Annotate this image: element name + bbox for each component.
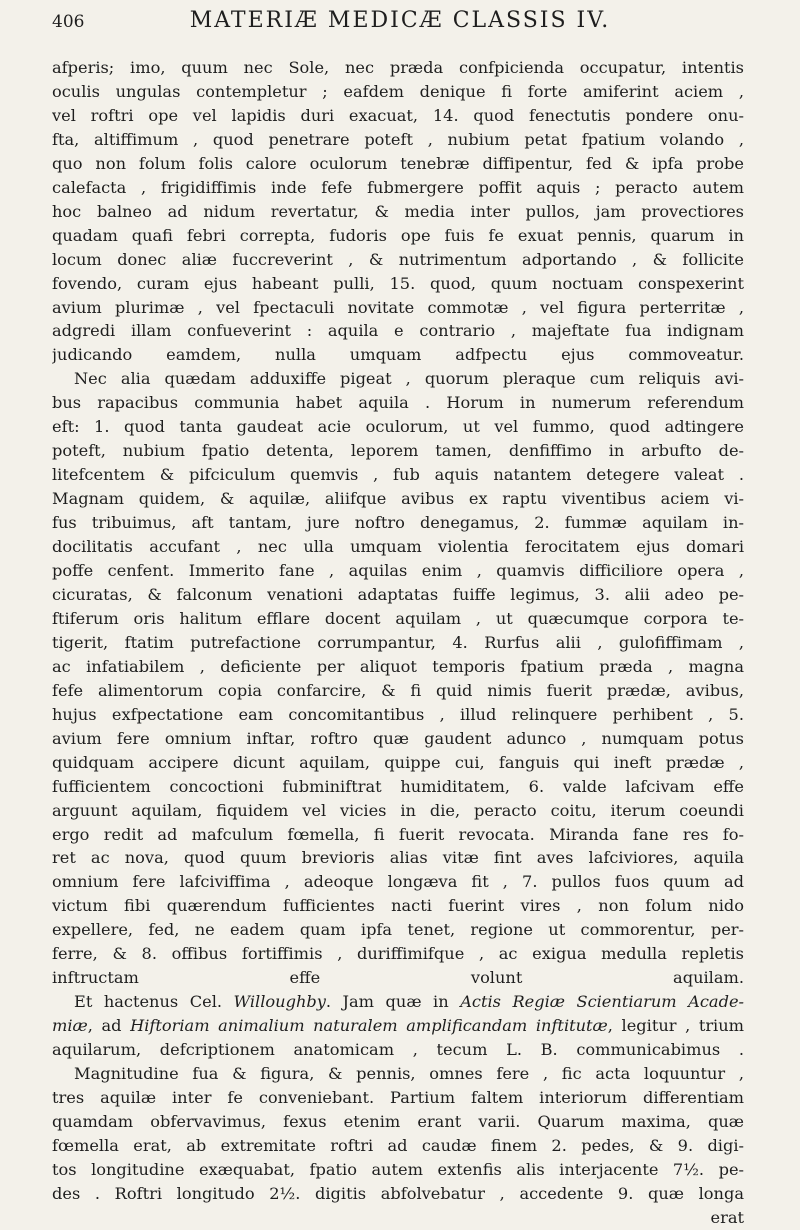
text-line [52,367,744,391]
text-segment: expellere, fed, ne eadem quam ipfa tenet, regione ut commorentur, per- [52,920,744,940]
text-segment: docilitatis accufant , nec ulla umquam violentia ferocitatem ejus domari [52,537,744,557]
text-line [52,511,744,535]
text-line [52,703,744,727]
text-segment: eft: 1. quod tanta gaudeat acie oculorum, ut vel fummo, quod adtingere [52,417,744,437]
text-segment: ac infatiabilem , deficiente per aliquot temporis fpatium præda , magna [52,656,744,676]
text-line [52,751,744,775]
page-number: 406 [52,12,85,32]
text-segment: avium plurimæ , vel fpectaculi novitate commotæ , vel figura perterritæ , [52,297,744,317]
text-segment: hoc balneo ad nidum revertatur, & media inter pullos, jam provectiores [52,201,744,221]
text-line [52,942,744,966]
text-segment: judicando eamdem, nulla umquam adfpectu ejus commoveatur. [52,345,744,365]
text-segment: Magnam quidem, & aquilæ, aliifque avibus ex raptu viventibus aciem vi- [52,489,744,509]
text-segment: fefe alimentorum copia confarcire, & fi quid nimis fuerit prædæ, avibus, [52,680,744,700]
text-segment: , legitur , trium [607,1016,744,1036]
text-segment: fta, altiffimum , quod penetrare poteft , nubium petat fpatium volando , [52,129,744,149]
text-segment: erat [710,1207,744,1227]
text-line [52,823,744,847]
running-title: MATERIÆ MEDICÆ CLASSIS IV. [189,8,611,33]
text-segment: fovendo, curam ejus habeant pulli, 15. quod, quum noctuam conspexerint [52,273,744,293]
text-line [52,200,744,224]
text-segment: omnium fere lafciviffima , adeoque longæva fit , 7. pullos fuos quum ad [52,872,744,892]
body-text [52,56,744,1230]
text-line [52,679,744,703]
text-segment: vel roftri ope vel lapidis duri exacuat, 14. quod fenectutis pondere onu- [52,105,744,125]
text-line [52,272,744,296]
text-line [52,104,744,128]
text-line [52,727,744,751]
italic-text: Willoughby [233,992,326,1012]
text-line [52,775,744,799]
text-segment: Nec alia quædam adduxiffe pigeat , quorum pleraque cum reliquis avi- [74,369,744,389]
italic-text: Hiftoriam animalium naturalem amplificandam inftitutæ [130,1016,608,1036]
text-segment: afperis; imo, quum nec Sole, nec præda confpicienda occupatur, intentis [52,58,744,77]
text-segment: oculis ungulas contempletur ; eafdem denique fi forte amiferint aciem , [52,81,744,101]
text-segment: poffe cenfent. Immerito fane , aquilas enim , quamvis difficiliore opera , [52,561,744,581]
text-segment: hujus exfpectatione eam concomitantibus , illud relinquere perhibent , 5. [52,704,744,724]
text-line [52,990,744,1014]
text-segment: arguunt aquilam, fiquidem vel vicies in die, peracto coitu, iterum coeundi [52,800,744,820]
text-segment: cicuratas, & falconum venationi adaptatas fuiffe legimus, 3. alii adeo pe- [52,584,744,604]
text-segment: tres aquilæ inter fe conveniebant. Partium faltem interiorum differentiam [52,1087,744,1107]
text-line [52,1086,744,1110]
text-line [52,1110,744,1134]
text-line [52,80,744,104]
text-line [52,607,744,631]
text-segment: avium fere omnium inftar, roftro quæ gaudent adunco , numquam potus [52,728,744,748]
text-line [52,799,744,823]
text-line [52,439,744,463]
text-line [52,224,744,248]
text-line [52,152,744,176]
text-segment: des . Roftri longitudo 2½. digitis abfolvebatur , accedente 9. quæ longa [52,1183,744,1203]
text-line [52,343,744,367]
text-segment: quidquam accipere dicunt aquilam, quippe cui, fanguis qui ineft prædæ , [52,752,744,772]
text-line [52,1014,744,1038]
text-segment: Magnitudine fua & figura, & pennis, omnes fere , fic acta loquuntur , [74,1064,744,1084]
text-line [52,1182,744,1206]
text-segment: tigerit, ftatim putrefactione corrumpantur, 4. Rurfus alii , gulofiffimam , [52,632,744,652]
text-segment: locum donec aliæ fuccreverint , & nutrimentum adportando , & follicite [52,249,744,269]
text-segment: ergo redit ad mafculum fœmella, fi fuerit revocata. Miranda fane res fo- [52,824,744,844]
text-line [52,870,744,894]
text-line [52,391,744,415]
text-segment: ferre, & 8. offibus fortiffimis , duriffimifque , ac exigua medulla repletis [52,944,744,964]
text-segment: aquilarum, defcriptionem anatomicam , tecum L. B. communicabimus . [52,1040,744,1060]
text-segment: poteft, nubium fpatio detenta, leporem tamen, denfiffimo in arbufto de- [52,441,744,461]
text-segment: . Jam quæ in [325,992,461,1012]
text-segment: victum fibi quærendum fufficientes nacti fuerint vires , non folum nido [52,896,744,916]
text-segment: inftructam effe volunt aquilam. [52,968,744,988]
text-segment: fœmella erat, ab extremitate roftri ad caudæ finem 2. pedes, & 9. digi- [52,1135,744,1155]
text-line [52,1206,744,1230]
text-segment: ftiferum oris halitum efflare docent aquilam , ut quæcumque corpora te- [52,608,744,628]
text-line [52,894,744,918]
text-segment: , ad [87,1016,131,1036]
text-segment: adgredi illam confueverint : aquila e contrario , majeftate fua indignam [52,321,744,341]
text-segment: fufficientem concoctioni fubminiftrat humiditatem, 6. valde lafcivam effe [52,776,744,796]
text-line [52,415,744,439]
text-segment: ret ac nova, quod quum brevioris alias vitæ fint aves lafciviores, aquila [52,848,744,868]
text-segment: litefcentem & pifciculum quemvis , fub aquis natantem detegere valeat . [52,465,744,485]
text-segment: bus rapacibus communia habet aquila . Horum in numerum referendum [52,393,744,413]
text-line [52,918,744,942]
italic-text: Actis Regiæ Scientiarum Acade- [460,992,744,1012]
running-head [52,8,744,56]
text-line [52,1134,744,1158]
text-segment: calefacta , frigidiffimis inde fefe fubmergere poffit aquis ; peracto autem [52,177,744,197]
italic-text: miæ [52,1016,88,1036]
text-line [52,296,744,320]
text-segment: fus tribuimus, aft tantam, jure noftro denegamus, 2. fummæ aquilam in- [52,513,744,533]
text-line [52,248,744,272]
text-line [52,583,744,607]
text-segment: quamdam obfervavimus, fexus etenim erant varii. Quarum maxima, quæ [52,1111,744,1131]
text-line [52,176,744,200]
text-line [52,463,744,487]
text-line [52,319,744,343]
text-line [52,1038,744,1062]
text-line [52,535,744,559]
text-segment: quadam quafi febri correpta, fudoris ope fuis fe exuat pennis, quarum in [52,225,744,245]
text-line [52,655,744,679]
text-line [52,631,744,655]
text-line [52,846,744,870]
text-line [52,966,744,990]
text-line [52,1062,744,1086]
text-segment: Et hactenus Cel. [74,992,234,1012]
text-line [52,56,744,80]
text-segment: tos longitudine exæquabat, fpatio autem extenfis alis interjacente 7½. pe- [52,1159,744,1179]
text-line [52,128,744,152]
text-line [52,1158,744,1182]
text-line [52,559,744,583]
text-segment: quo non folum folis calore oculorum tenebræ diffipentur, fed & ipfa probe [52,153,744,173]
text-line [52,487,744,511]
